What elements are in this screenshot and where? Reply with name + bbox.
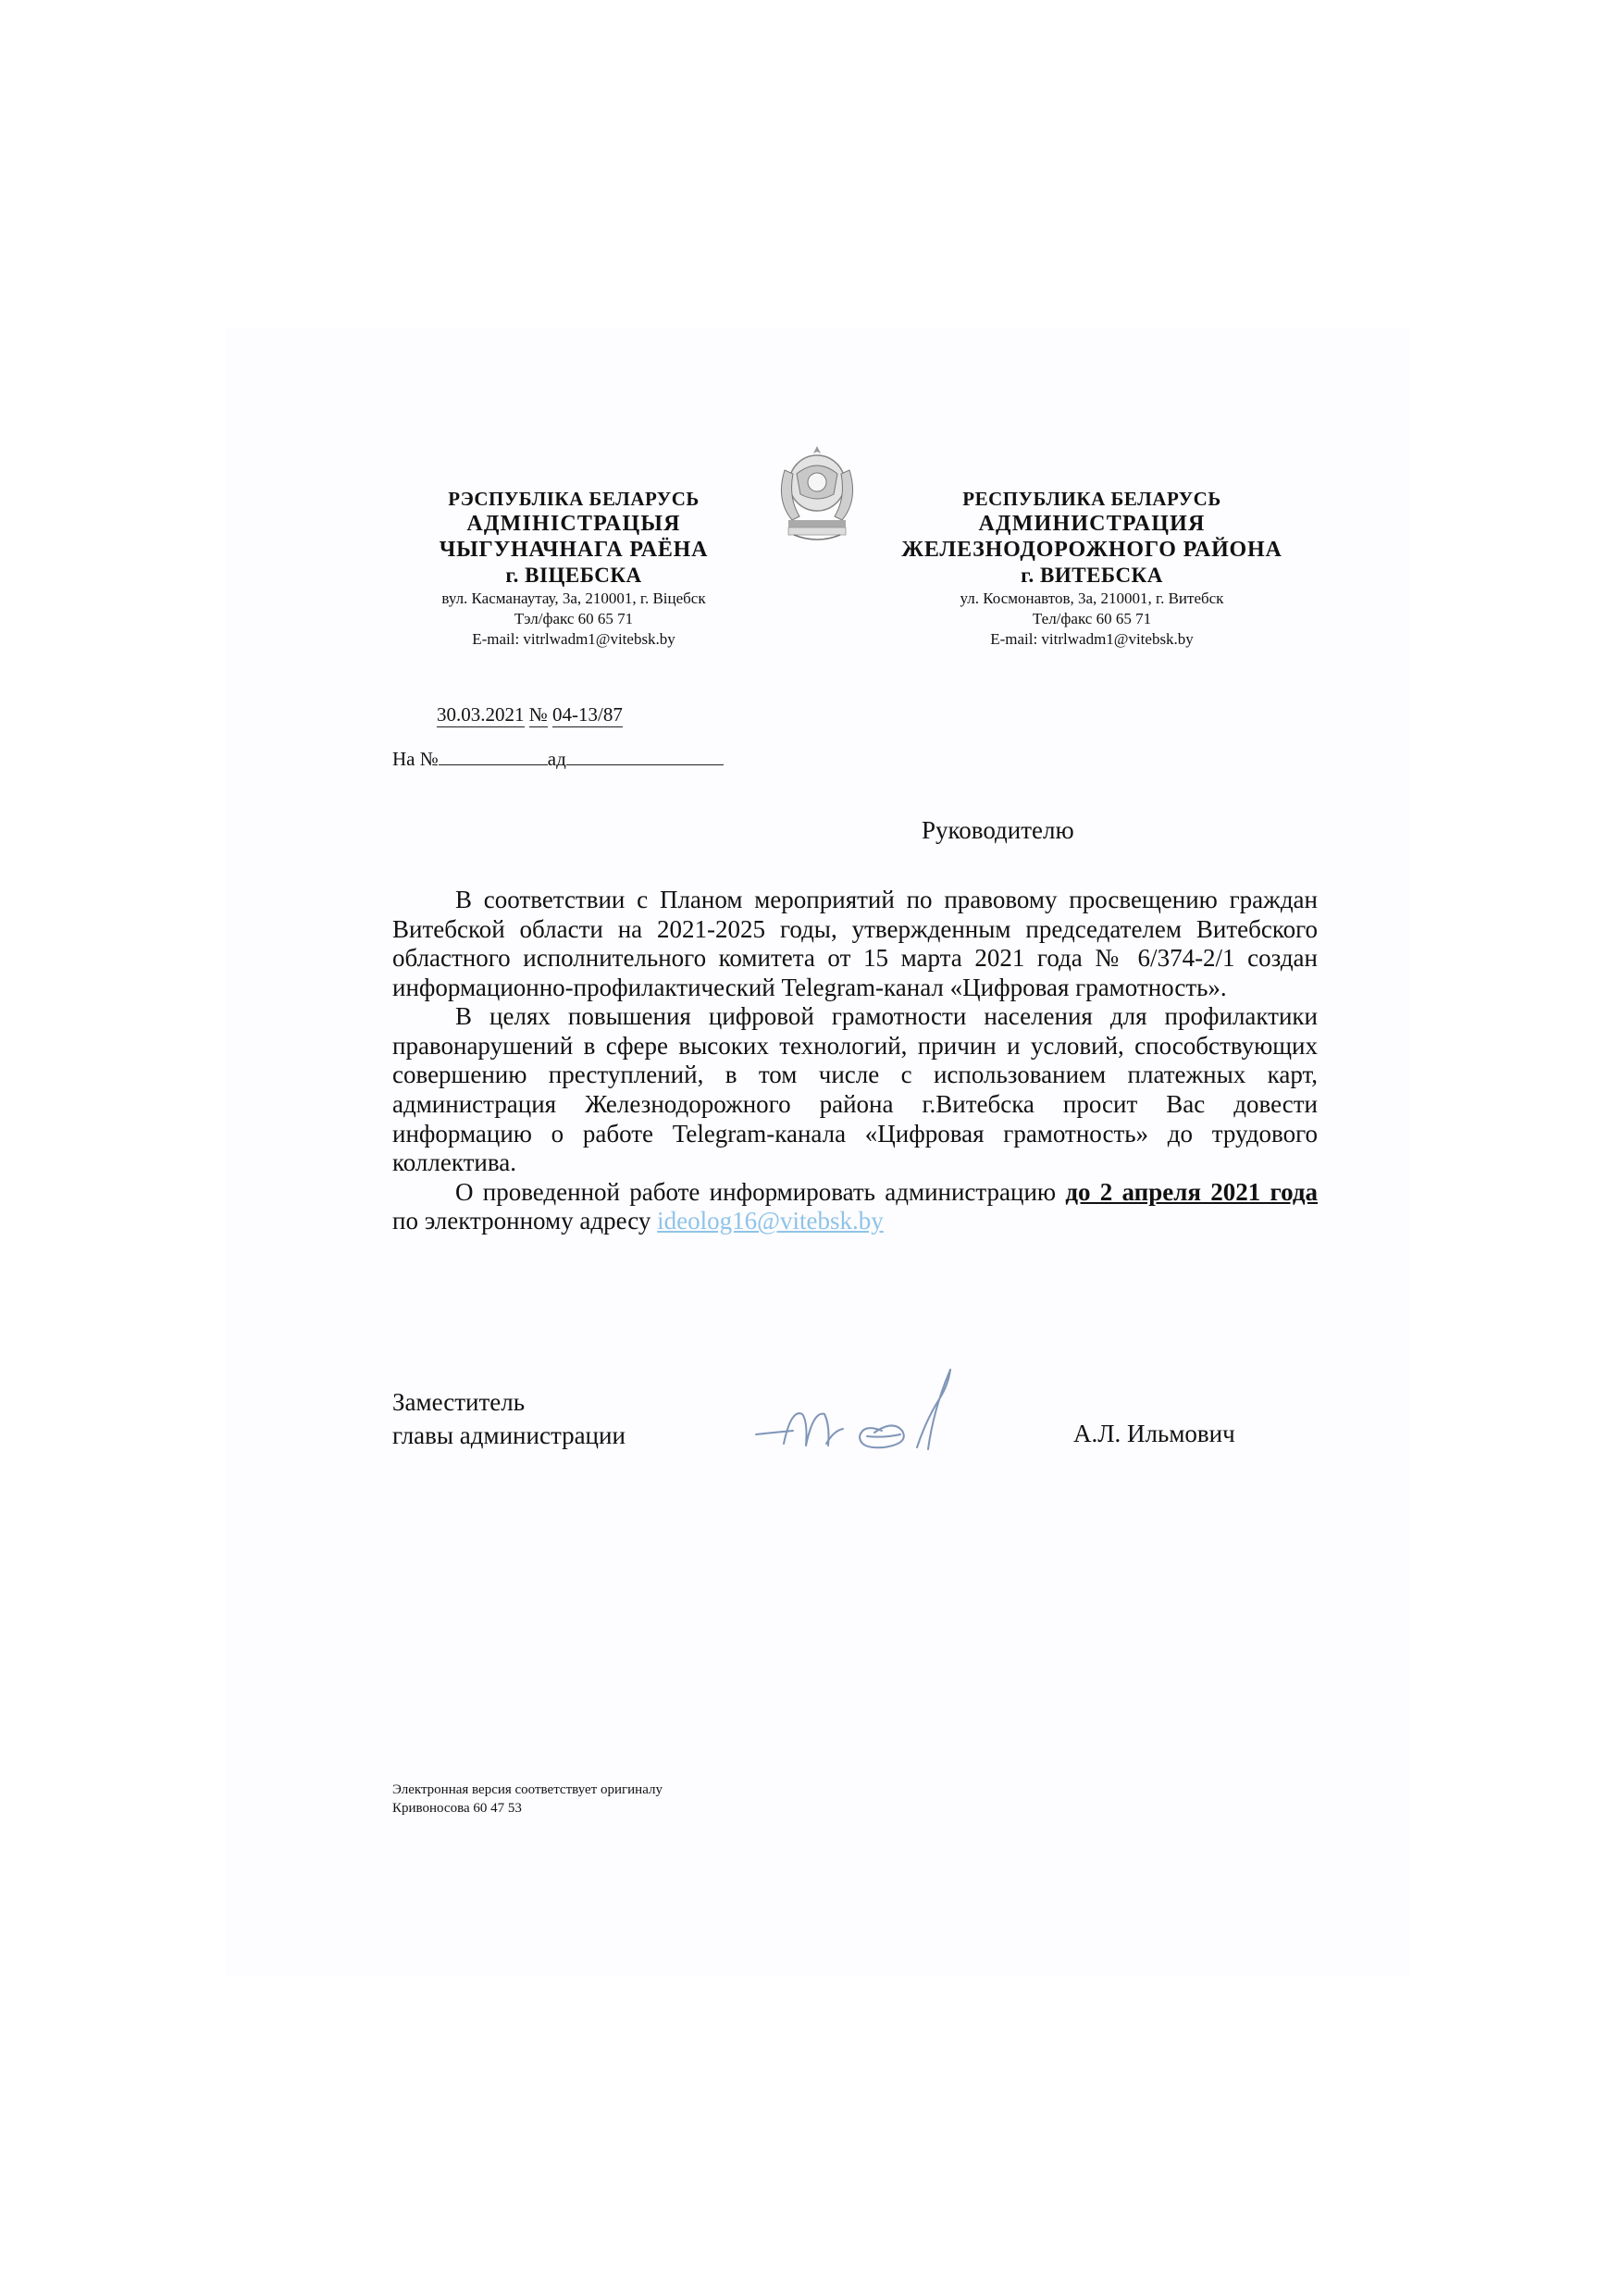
header-right-email: E-mail: vitrlwadm1@vitebsk.by — [990, 629, 1194, 648]
email-link[interactable]: ideolog16@vitebsk.by — [657, 1207, 884, 1235]
addressee: Руководителю — [922, 816, 1074, 844]
signer-title-line-2: главы администрации — [392, 1421, 626, 1449]
header-right-org: АДМИНИСТРАЦИЯ — [978, 511, 1206, 536]
signer-title — [392, 1386, 626, 1453]
handwritten-signature — [745, 1353, 1041, 1469]
reference-line — [392, 748, 724, 771]
header-left-phone: Тэл/факс 60 65 71 — [514, 609, 634, 627]
signer-title-line-1: Заместитель — [392, 1388, 526, 1416]
header-left-org: АДМІНІСТРАЦЫЯ — [466, 511, 681, 536]
header-left-address: вул. Касманаутау, 3а, 210001, г. Віцебск — [441, 589, 706, 607]
body-paragraph-3 — [392, 1178, 1318, 1236]
reference-label: На № — [392, 748, 439, 770]
header-left-country: РЭСПУБЛІКА БЕЛАРУСЬ — [448, 488, 700, 510]
body-paragraph-2: В целях повышения цифровой грамотности населения для профилактики правонарушений в сфере высоких технологий, причин и условий, способствующих совершению преступлений, в том числе с использованием платежных карт, администрация Железнодорожного района г.Витебска просит Вас довести информацию о работе Telegram-канала «Цифровая грамотность» до трудового коллектива. — [392, 1002, 1318, 1177]
registration-line — [437, 703, 623, 726]
registration-date: 30.03.2021 — [437, 703, 525, 726]
deadline: до 2 апреля 2021 года — [1065, 1177, 1318, 1206]
header-right-district: ЖЕЛЕЗНОДОРОЖНОГО РАЙОНА — [901, 538, 1282, 563]
footer-note — [392, 1781, 663, 1818]
reference-from-label: ад — [547, 748, 566, 770]
state-emblem-icon — [766, 442, 868, 546]
header-left-belarusian — [389, 488, 759, 650]
signer-name: А.Л. Ильмович — [1073, 1420, 1235, 1447]
letter-body — [392, 886, 1318, 1236]
header-left-city: г. ВІЦЕБСКА — [505, 564, 642, 588]
body-paragraph-1: В соответствии с Планом мероприятий по правовому просвещению граждан Витебской области на 2021-2025 годы, утвержденным председателем Витебского областного исполнительного комитета от 15 марта 2021 года № 6/374-2/1 создан информационно-профилактический Telegram-канал «Цифровая грамотность». — [392, 886, 1318, 1001]
header-right-country: РЕСПУБЛИКА БЕЛАРУСЬ — [962, 488, 1221, 510]
reference-number-blank — [439, 750, 548, 765]
electronic-copy-note: Электронная версия соответствует оригиналу — [392, 1782, 663, 1797]
registration-number: 04-13/87 — [552, 703, 623, 726]
reference-date-blank — [566, 750, 724, 765]
paragraph-3-middle: по электронному адресу — [392, 1207, 658, 1235]
paragraph-3-text: О проведенной работе информировать администрацию — [455, 1177, 1066, 1206]
header-right-city: г. ВИТЕБСКА — [1021, 564, 1163, 588]
header-right-phone: Тел/факс 60 65 71 — [1032, 609, 1152, 627]
header-left-email: E-mail: vitrlwadm1@vitebsk.by — [472, 629, 675, 648]
header-right-address: ул. Космонавтов, 3а, 210001, г. Витебск — [960, 589, 1224, 607]
header-left-district: ЧЫГУНАЧНАГА РАЁНА — [439, 538, 709, 563]
executor-contact: Кривоносова 60 47 53 — [392, 1800, 522, 1816]
header-right-russian — [874, 488, 1309, 650]
registration-number-sign: № — [528, 703, 548, 726]
